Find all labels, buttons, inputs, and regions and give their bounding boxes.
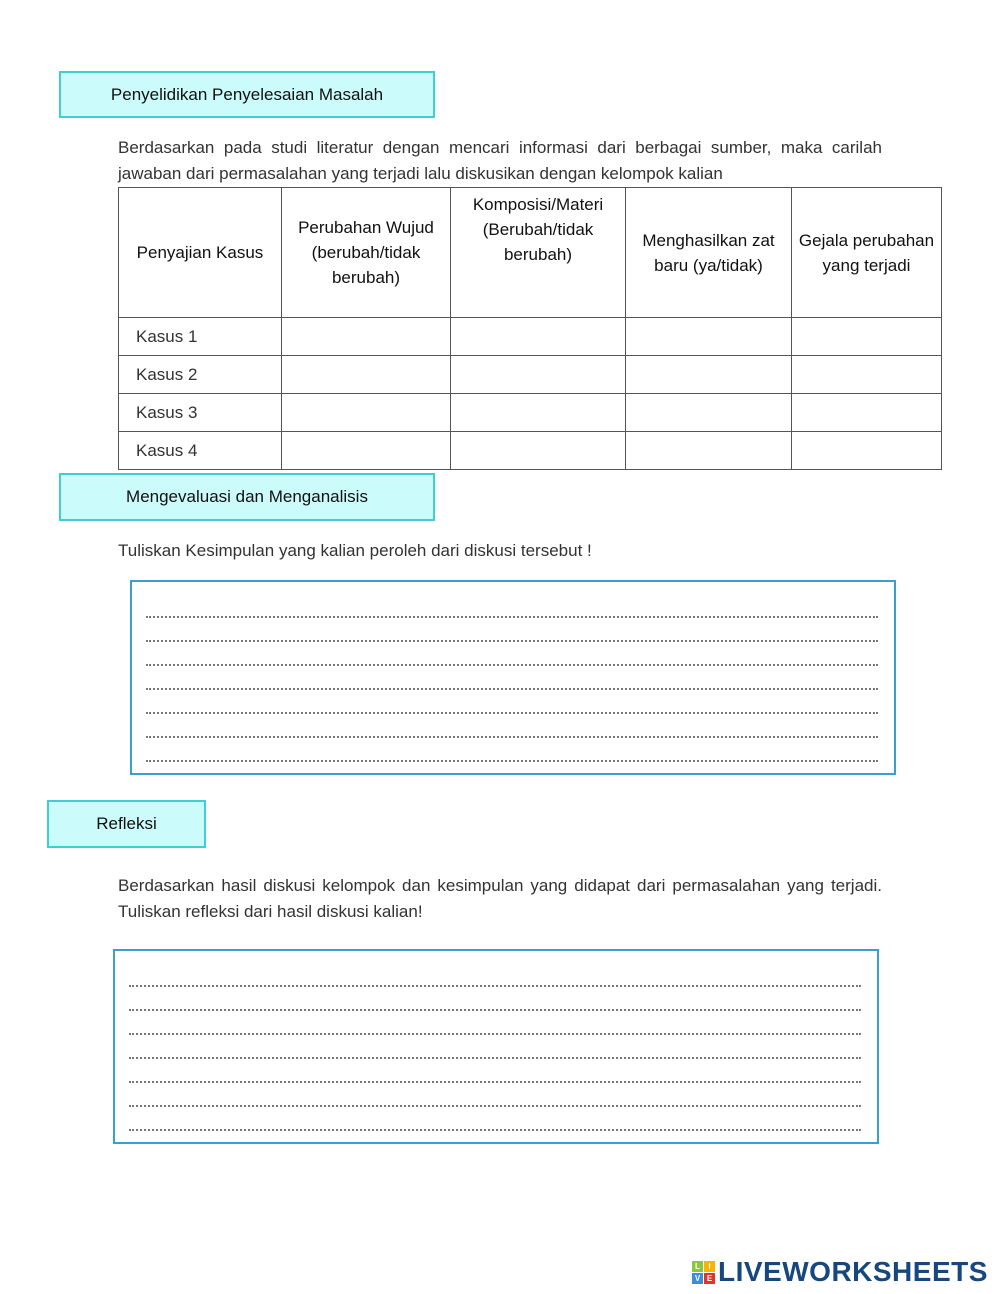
section-header-evaluasi xyxy=(59,473,435,521)
header-cell: Komposisi/Materi (Berubah/tidak berubah) xyxy=(451,188,626,318)
case-table xyxy=(118,187,942,470)
section-title: Penyelidikan Penyelesaian Masalah xyxy=(110,84,384,104)
answer-cell[interactable] xyxy=(282,356,451,394)
header-cell: Menghasilkan zat baru (ya/tidak) xyxy=(626,188,792,318)
section-title: Refleksi xyxy=(96,814,157,833)
table-row xyxy=(119,432,942,470)
table-header-row xyxy=(119,188,942,318)
instruction-text: Berdasarkan hasil diskusi kelompok dan kesimpulan yang didapat dari permasalahan yang terjadi. Tuliskan refleksi dari hasil diskusi kalian! xyxy=(118,876,882,921)
instruction-text: Tuliskan Kesimpulan yang kalian peroleh dari diskusi tersebut ! xyxy=(118,541,592,560)
table-row xyxy=(119,356,942,394)
logo-text: LIVEWORKSHEETS xyxy=(718,1256,988,1287)
table-row xyxy=(119,394,942,432)
case-label: Kasus 2 xyxy=(119,356,282,394)
header-cell: Perubahan Wujud (berubah/tidak berubah) xyxy=(282,188,451,318)
header-cell: Gejala perubahan yang terjadi xyxy=(792,188,942,318)
liveworksheets-logo xyxy=(692,1256,988,1288)
answer-cell[interactable] xyxy=(626,318,792,356)
answer-cell[interactable] xyxy=(626,432,792,470)
conclusion-answer-box[interactable] xyxy=(130,580,896,775)
section-title: Mengevaluasi dan Menganalisis xyxy=(126,487,368,506)
answer-cell[interactable] xyxy=(282,318,451,356)
case-label: Kasus 4 xyxy=(119,432,282,470)
answer-cell[interactable] xyxy=(451,432,626,470)
answer-cell[interactable] xyxy=(792,356,942,394)
answer-cell[interactable] xyxy=(282,432,451,470)
answer-cell[interactable] xyxy=(451,356,626,394)
reflection-answer-box[interactable] xyxy=(113,949,879,1144)
answer-cell[interactable] xyxy=(792,318,942,356)
answer-cell[interactable] xyxy=(451,394,626,432)
logo-tiles-icon: L I V E xyxy=(692,1261,715,1284)
case-label: Kasus 3 xyxy=(119,394,282,432)
answer-cell[interactable] xyxy=(792,432,942,470)
instruction-text: Berdasarkan pada studi literatur dengan mencari informasi dari berbagai sumber, maka carilah jawaban dari permasalahan yang terjadi lalu diskusikan dengan kelompok kalian xyxy=(118,138,882,183)
header-cell: Penyajian Kasus xyxy=(119,188,282,318)
case-label: Kasus 1 xyxy=(119,318,282,356)
table-row xyxy=(119,318,942,356)
answer-cell[interactable] xyxy=(451,318,626,356)
section-header-refleksi xyxy=(47,800,206,848)
answer-cell[interactable] xyxy=(792,394,942,432)
answer-cell[interactable] xyxy=(626,394,792,432)
section-header-penyelidikan xyxy=(59,71,435,118)
answer-cell[interactable] xyxy=(626,356,792,394)
answer-cell[interactable] xyxy=(282,394,451,432)
